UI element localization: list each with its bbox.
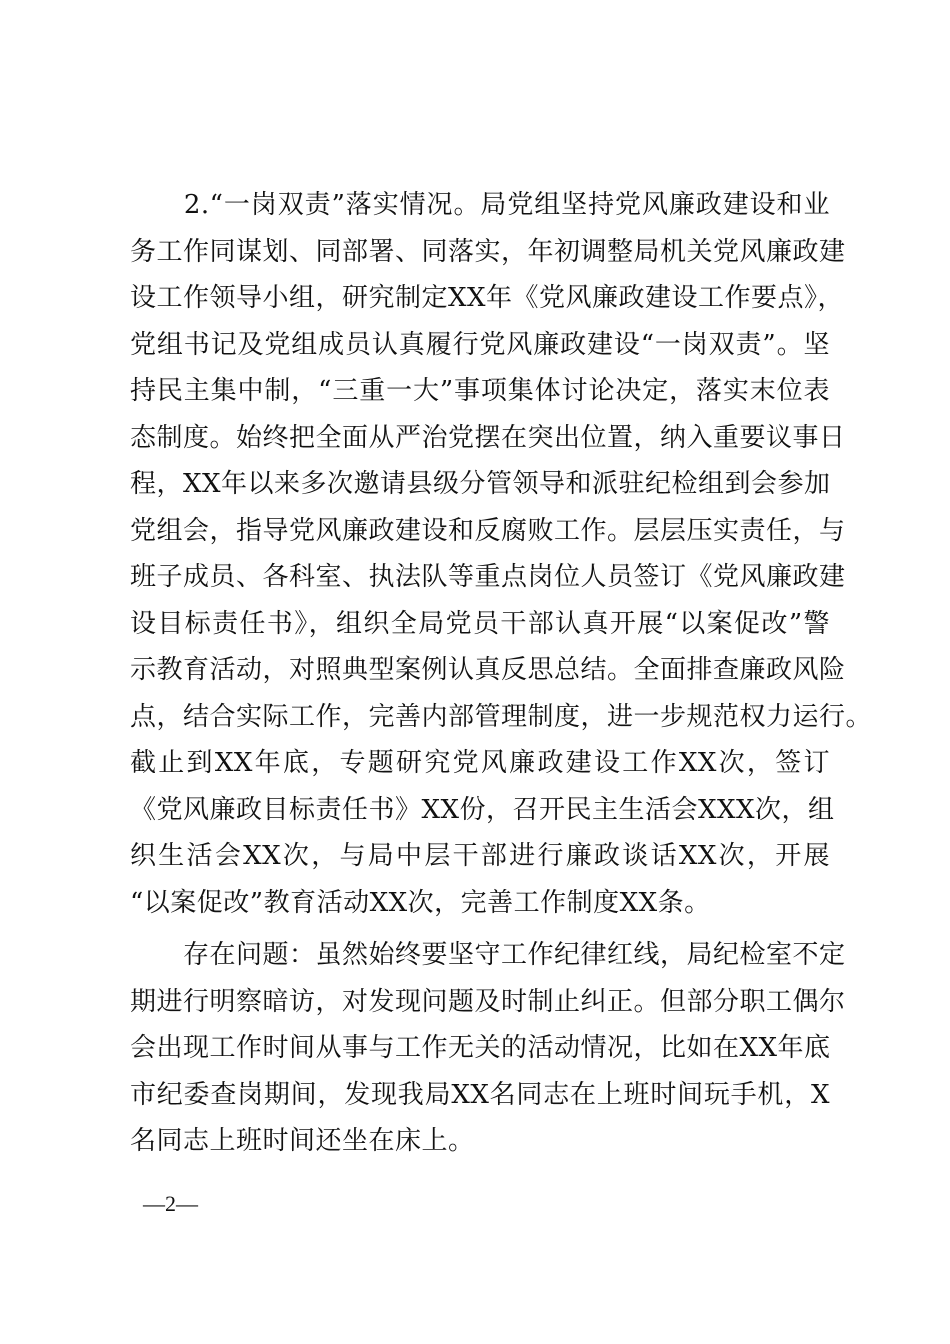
text-line: 党组书记及党组成员认真履行党风廉政建设“一岗双责”。坚 (130, 329, 830, 360)
text-line: 务工作同谋划、同部署、同落实，年初调整局机关党风廉政建 (130, 236, 846, 267)
text-line: 2.“一岗双责”落实情况。局党组坚持党风廉政建设和业 (130, 190, 830, 220)
text-line: 党组会，指导党风廉政建设和反腐败工作。层层压实责任，与 (130, 515, 846, 546)
text-line: “以案促改”教育活动XX次，完善工作制度XX条。 (130, 887, 711, 918)
text-line: 截止到XX年底，专题研究党风廉政建设工作XX次，签订 (130, 748, 830, 778)
text-line: 名同志上班时间还坐在床上。 (130, 1126, 475, 1156)
paragraph-existing-problems (130, 932, 846, 1165)
text-line: 市纪委查岗期间，发现我局XX名同志在上班时间玩手机，X (130, 1079, 830, 1110)
text-line: 示教育活动，对照典型案例认真反思总结。全面排查廉政风险 (130, 655, 846, 685)
paragraph-yi-gang-shuang-ze (130, 182, 873, 926)
text-line: 设工作领导小组，研究制定XX年《党风廉政建设工作要点》， (130, 283, 845, 313)
text-line: 存在问题：虽然始终要坚守工作纪律红线，局纪检室不定 (130, 940, 846, 970)
text-line: 设目标责任书》，组织全局党员干部认真开展“以案促改”警 (130, 608, 830, 639)
text-line: 点，结合实际工作，完善内部管理制度，进一步规范权力运行。 (130, 701, 873, 732)
page-number: —2— (143, 1191, 198, 1216)
text-line: 期进行明察暗访，对发现问题及时制止纠正。但部分职工偶尔 (130, 986, 846, 1017)
text-line: 程，XX年以来多次邀请县级分管领导和派驻纪检组到会参加 (130, 469, 831, 499)
document-body (130, 182, 873, 1165)
text-line: 态制度。始终把全面从严治党摆在突出位置，纳入重要议事日 (130, 422, 846, 453)
text-line: 班子成员、各科室、执法队等重点岗位人员签订《党风廉政建 (130, 562, 846, 592)
text-line: 会出现工作时间从事与工作无关的活动情况，比如在XX年底 (130, 1033, 831, 1063)
text-line: 织生活会XX次，与局中层干部进行廉政谈话XX次，开展 (130, 841, 830, 871)
text-line: 《党风廉政目标责任书》XX份，召开民主生活会XXX次，组 (130, 794, 835, 825)
text-line: 持民主集中制，“三重一大”事项集体讨论决定，落实末位表 (130, 376, 830, 406)
